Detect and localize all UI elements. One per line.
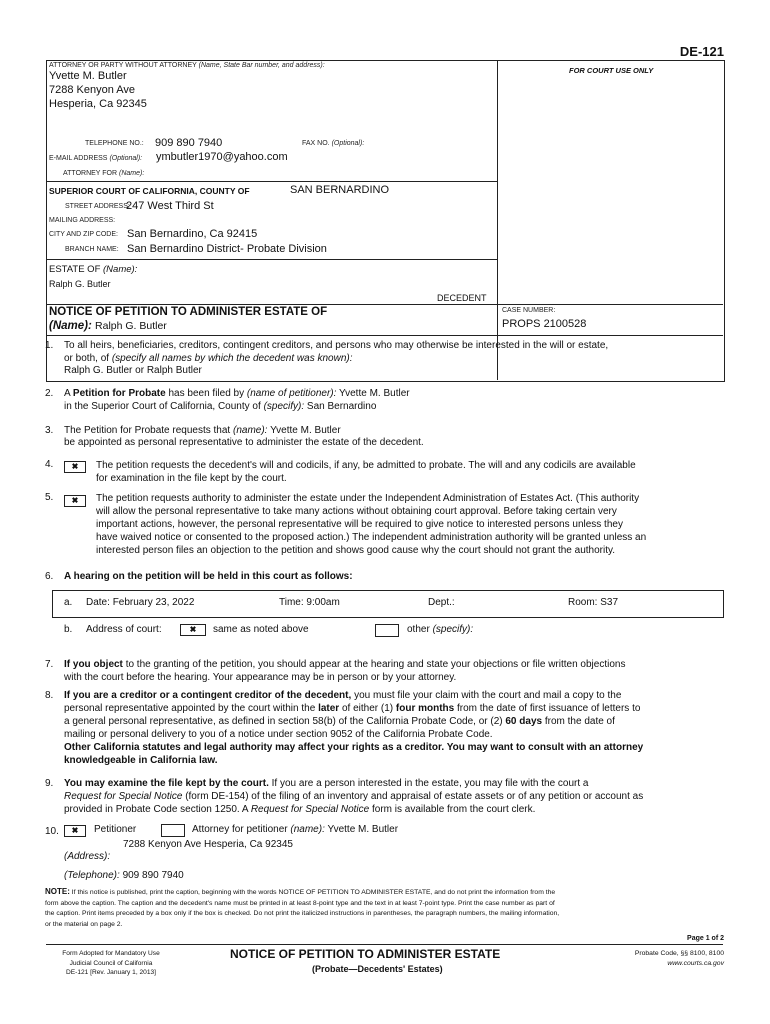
item-6-heading: A hearing on the petition will be held in this court as follows:	[64, 571, 353, 582]
item-3-line-a: The Petition for Probate requests that (name): Yvette M. Butler	[64, 425, 341, 436]
telephone-label: TELEPHONE NO.:	[85, 140, 144, 147]
footer-code-block: Probate Code, §§ 8100, 8100 www.courts.ca.gov	[634, 950, 724, 967]
item-8-line-d: mailing or personal delivery to you of a notice under section 9052 of the California Probate Code.	[64, 729, 493, 740]
item-2-number: 2.	[45, 388, 54, 399]
item-5-line-3: important actions, however, the personal representative will be required to give notice to interested persons unless they	[96, 519, 623, 530]
page-number: Page 1 of 2	[687, 935, 724, 942]
item-4-line-b: for examination in the file kept by the court.	[96, 473, 287, 484]
item-5-line-4: have waived notice or consented to the proposed action.) The independent administration authority will be granted unless an	[96, 532, 647, 543]
same-as-above-label: same as noted above	[213, 624, 309, 635]
form-code: DE-121	[679, 44, 724, 59]
item-2-line-b: in the Superior Court of California, County of (specify): San Bernardino	[64, 401, 377, 412]
telephone-field-2[interactable]: 909 890 7940	[122, 870, 184, 881]
item-3-line-b: be appointed as personal representative to administer the estate of the decedent.	[64, 437, 424, 448]
caption-bottom	[46, 335, 723, 336]
caption-box	[46, 60, 725, 382]
item-1-line-b: or both, of (specify all names by which the decedent was known):	[64, 353, 353, 364]
email-field[interactable]: ymbutler1970@yahoo.com	[156, 151, 288, 163]
petitioner-field[interactable]: Yvette M. Butler	[339, 388, 410, 399]
attorney-for-label: ATTORNEY FOR (Name):	[63, 170, 145, 177]
address-field[interactable]: 7288 Kenyon Ave Hesperia, Ca 92345	[123, 839, 293, 850]
item-4-line-a: The petition requests the decedent's will and codicils, if any, be admitted to probate. The will and any codicils are available	[96, 460, 636, 471]
divider	[46, 304, 723, 305]
hearing-a-label: a.	[64, 597, 73, 608]
city-field[interactable]: San Bernardino, Ca 92415	[127, 228, 258, 240]
decedent-label: DECEDENT	[437, 293, 487, 303]
city-label: CITY AND ZIP CODE:	[49, 231, 118, 238]
attorney-address2[interactable]: Hesperia, Ca 92345	[49, 98, 147, 110]
case-number-field[interactable]: PROPS 2100528	[502, 318, 587, 330]
item-9-line-a: You may examine the file kept by the court. If you are a person interested in the estate, you may file with the court a	[64, 778, 589, 789]
item-9-line-c: provided in Probate Code section 1250. A Request for Special Notice form is available from the court clerk.	[64, 804, 536, 815]
email-label: E-MAIL ADDRESS (Optional):	[49, 155, 143, 162]
form-adopted-block: Form Adopted for Mandatory Use Judicial Council of California DE-121 [Rev. January 1, 2013]	[62, 950, 160, 976]
item-2-line-a: A Petition for Probate has been filed by (name of petitioner): Yvette M. Butler	[64, 388, 410, 399]
notice-name-row: (Name): Ralph G. Butler	[49, 320, 167, 332]
item-8-line-e: Other California statutes and legal authority may affect your rights as a creditor. You may want to consult with an attorney	[64, 742, 644, 753]
item-7-line-a: If you object to the granting of the petition, you should appear at the hearing and state your objections or file written objections	[64, 659, 626, 670]
fax-label: FAX NO. (Optional):	[302, 140, 365, 147]
notice-name-field[interactable]: Ralph G. Butler	[95, 320, 167, 332]
same-as-above-checkbox[interactable]: ✖	[180, 624, 206, 636]
notice-title: NOTICE OF PETITION TO ADMINISTER ESTATE OF	[49, 306, 328, 318]
address-of-court-label: Address of court:	[86, 624, 162, 635]
hearing-date: Date: February 23, 2022	[86, 597, 195, 608]
representative-field[interactable]: Yvette M. Butler	[270, 425, 341, 436]
item-1-number: 1.	[45, 340, 54, 351]
county-of-petition-field[interactable]: San Bernardino	[306, 401, 377, 412]
divider	[46, 259, 497, 260]
caption-divider	[497, 60, 498, 380]
item-5-number: 5.	[45, 492, 54, 503]
other-address-label: other (specify):	[407, 624, 474, 635]
attorney-name[interactable]: Yvette M. Butler	[49, 70, 127, 82]
item-1-line-a: To all heirs, beneficiaries, creditors, contingent creditors, and persons who may otherwise be interested in the will or estate,	[64, 340, 609, 351]
hearing-b-label: b.	[64, 624, 73, 635]
branch-label: BRANCH NAME:	[65, 246, 119, 253]
item-6-number: 6.	[45, 571, 54, 582]
item-7-line-b: with the court before the hearing. Your appearance may be in person or by your attorney.	[64, 672, 457, 683]
item-5-line-5: interested person files an objection to the petition and shows good cause why the court should not grant the authority.	[96, 545, 616, 556]
street-label: STREET ADDRESS:	[65, 203, 130, 210]
item-5-line-2: will allow the personal representative to take many actions without obtaining court approval. Before taking certain very	[96, 506, 617, 517]
footer-title: NOTICE OF PETITION TO ADMINISTER ESTATE	[230, 947, 501, 961]
item-7-number: 7.	[45, 659, 54, 670]
mailing-label: MAILING ADDRESS:	[49, 217, 116, 224]
item-3-number: 3.	[45, 425, 54, 436]
address-label: (Address):	[64, 851, 111, 862]
item-4-number: 4.	[45, 459, 54, 470]
website-link[interactable]: www.courts.ca.gov	[667, 959, 724, 967]
attorney-name-field[interactable]: Yvette M. Butler	[327, 824, 399, 835]
petitioner-checkbox[interactable]: ✖	[64, 825, 86, 837]
telephone-row: (Telephone): 909 890 7940	[64, 870, 184, 881]
item-4-checkbox[interactable]: ✖	[64, 461, 86, 473]
hearing-room-field[interactable]: S37	[600, 597, 619, 608]
item-1-names-field[interactable]: Ralph G. Butler or Ralph Butler	[64, 365, 202, 376]
footer-rule	[46, 944, 723, 945]
hearing-room: Room: S37	[568, 597, 619, 608]
item-9-line-b: Request for Special Notice (form DE-154) of the filing of an inventory and appraisal of estate assets or of any petition or account as	[64, 791, 644, 802]
other-address-checkbox[interactable]	[375, 624, 399, 637]
item-5-line-1: The petition requests authority to administer the estate under the Independent Administration of Estates Act. (This authority	[96, 493, 640, 504]
item-8-line-f: knowledgeable in California law.	[64, 755, 218, 766]
estate-name[interactable]: Ralph G. Butler	[49, 279, 111, 289]
county-field[interactable]: SAN BERNARDINO	[290, 184, 390, 196]
court-use-label: FOR COURT USE ONLY	[569, 66, 654, 75]
divider	[46, 181, 497, 182]
petitioner-label: Petitioner	[94, 824, 137, 835]
attorney-checkbox[interactable]	[161, 824, 185, 837]
item-8-line-c: a general personal representative, as defined in section 58(b) of the California Probate Code, or (2) 60 days from the date of	[64, 716, 615, 727]
attorney-address1[interactable]: 7288 Kenyon Ave	[49, 84, 136, 96]
branch-field[interactable]: San Bernardino District- Probate Division	[127, 243, 327, 255]
hearing-dept: Dept.:	[428, 597, 455, 608]
street-field[interactable]: 247 West Third St	[126, 200, 214, 212]
item-8-line-a: If you are a creditor or a contingent creditor of the decedent, you must file your claim with the court and mail a copy to the	[64, 690, 622, 701]
item-5-checkbox[interactable]: ✖	[64, 495, 86, 507]
item-9-number: 9.	[45, 778, 54, 789]
hearing-date-field[interactable]: February 23, 2022	[112, 597, 195, 608]
case-number-label: CASE NUMBER:	[502, 307, 556, 314]
attorney-label: ATTORNEY OR PARTY WITHOUT ATTORNEY (Name, State Bar number, and address):	[49, 62, 325, 69]
hearing-time: Time: 9:00am	[279, 597, 340, 608]
item-8-number: 8.	[45, 690, 54, 701]
item-10-number: 10.	[45, 826, 59, 837]
estate-label: ESTATE OF (Name):	[49, 264, 138, 275]
hearing-time-field[interactable]: 9:00am	[306, 597, 340, 608]
telephone-field[interactable]: 909 890 7940	[155, 137, 223, 149]
note-block: NOTE: If this notice is published, print the caption, beginning with the words NOTICE OF PETITION TO ADMINISTER ESTATE, and do not print the information from the form above the caption. The caption and the decedent's name must be printed in at least 8-point type and the text in at least 7-point type. Print the case number as part of the caption. Print items preceded by a box only if the box is checked. Do not print the italicized instructions in parentheses, the paragraph numbers, the mailing information, or the material on page 2.	[45, 887, 560, 928]
item-8-line-b: personal representative appointed by the court within the later of either (1) four months from the date of first issuance of letters to	[64, 703, 641, 714]
court-heading: SUPERIOR COURT OF CALIFORNIA, COUNTY OF	[49, 186, 250, 196]
footer-subtitle: (Probate—Decedents' Estates)	[312, 964, 443, 974]
attorney-for-petitioner-label: Attorney for petitioner (name): Yvette M. Butler	[192, 824, 399, 835]
